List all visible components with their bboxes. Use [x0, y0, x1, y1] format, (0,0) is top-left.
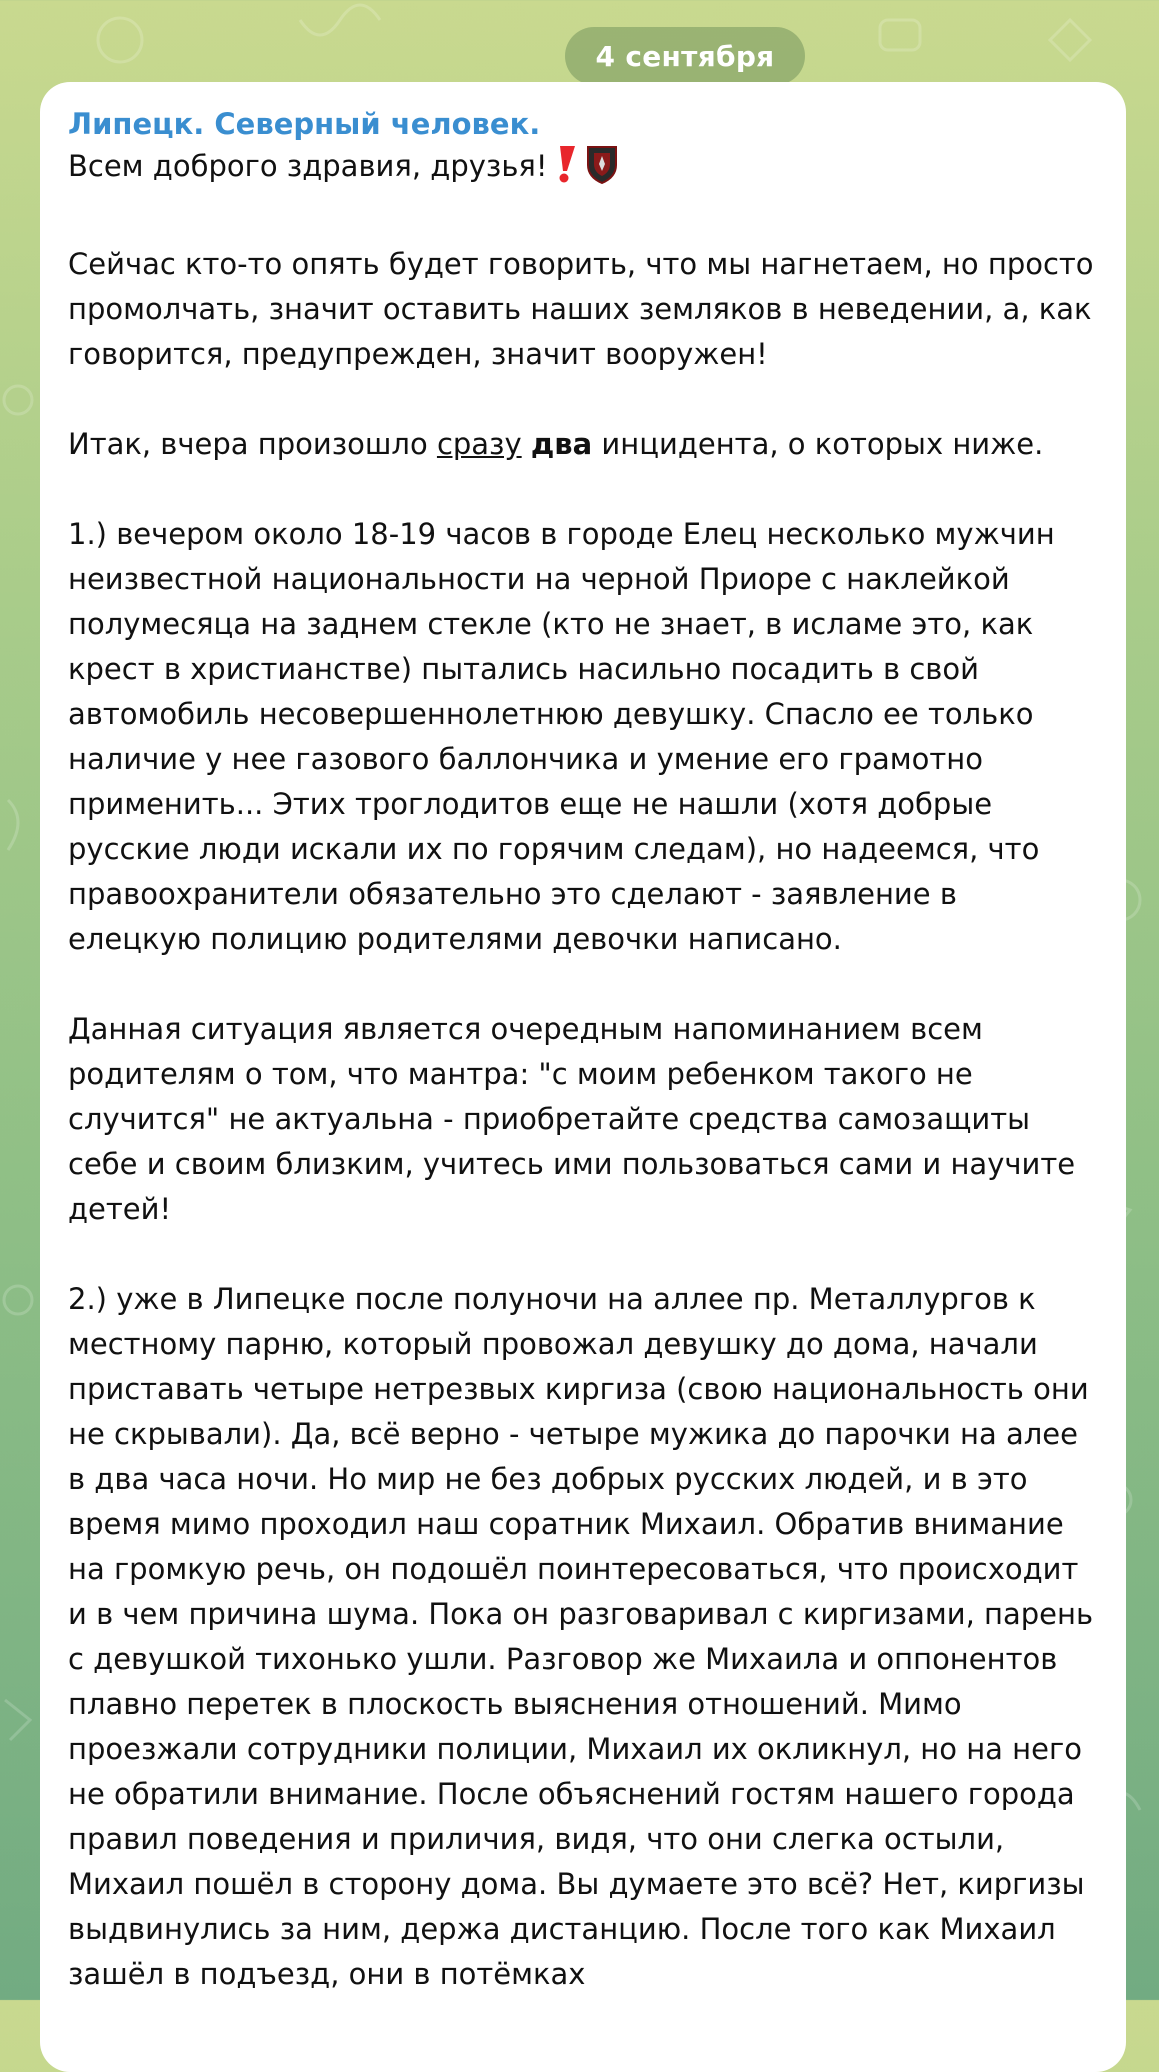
shield-emblem-icon — [585, 144, 619, 197]
bold-word: два — [530, 427, 593, 461]
greeting-line — [68, 144, 1098, 197]
paragraph-incident-1: 1.) вечером около 18-19 часов в городе Елец несколько мужчин неизвестной национальности на черной Приоре с наклейкой полумесяца на заднем стекле (кто не знает, в исламе это, как крест в христианстве) пытались насильно посадить в свой автомобиль несовершеннолетнюю девушку. Спасло ее только наличие у нее газового баллончика и умение его грамотно применить... Этих троглодитов еще не нашли (хотя добрые русские люди искали их по горячим следам), но надеемся, что правоохранители обязательно это сделают - заявление в елецкую полицию родителями девочки написано. — [68, 517, 1055, 956]
red-exclamation-icon — [553, 144, 579, 197]
paragraph-advice: Данная ситуация является очередным напоминанием всем родителям о том, что мантра: "с моим ребенком такого не случится" не актуальна - приобретайте средства самозащиты себе и своим близким, учитесь ими пользоваться сами и научите детей! — [68, 1012, 1076, 1226]
message-text — [68, 144, 1098, 1997]
date-separator: 4 сентября — [565, 27, 805, 85]
paragraph-intro: Сейчас кто-то опять будет говорить, что мы нагнетаем, но просто промолчать, значит оставить наших земляков в неведении, а, как говорится, предупрежден, значит вооружен! — [68, 247, 1094, 371]
summary-text-end: инцидента, о которых ниже. — [592, 427, 1044, 461]
greeting-text: Всем доброго здравия, друзья! — [68, 149, 548, 183]
underlined-word: сразу — [436, 427, 522, 461]
sender-name[interactable]: Липецк. Северный человек. — [68, 107, 541, 141]
summary-space — [522, 427, 531, 461]
summary-text-start: Итак, вчера произошло — [68, 427, 437, 461]
paragraph-incident-2: 2.) уже в Липецке после полуночи на аллее пр. Металлургов к местному парню, который провожал девушку до дома, начали приставать четыре нетрезвых киргиза (свою национальность они не скрывали). Да, всё верно - четыре мужика до парочки на алее в два часа ночи. Но мир не без добрых русских людей, и в это время мимо проходил наш соратник Михаил. Обратив внимание на громкую речь, он подошёл поинтересоваться, что происходит и в чем причина шума. Пока он разговаривал с киргизами, парень с девушкой тихонько ушли. Разговор же Михаила и оппонентов плавно перетек в плоскость выяснения отношений. Мимо проезжали сотрудники полиции, Михаил их окликнул, но на него не обратили внимание. После объяснений гостям нашего города правил поведения и приличия, видя, что они слегка остыли, Михаил пошёл в сторону дома. Вы думаете это всё? Нет, киргизы выдвинулись за ним, держа дистанцию. После того как Михаил зашёл в подъезд, они в потёмках — [68, 1282, 1094, 1991]
message-bubble — [40, 82, 1126, 2072]
paragraph-summary — [68, 422, 1098, 467]
